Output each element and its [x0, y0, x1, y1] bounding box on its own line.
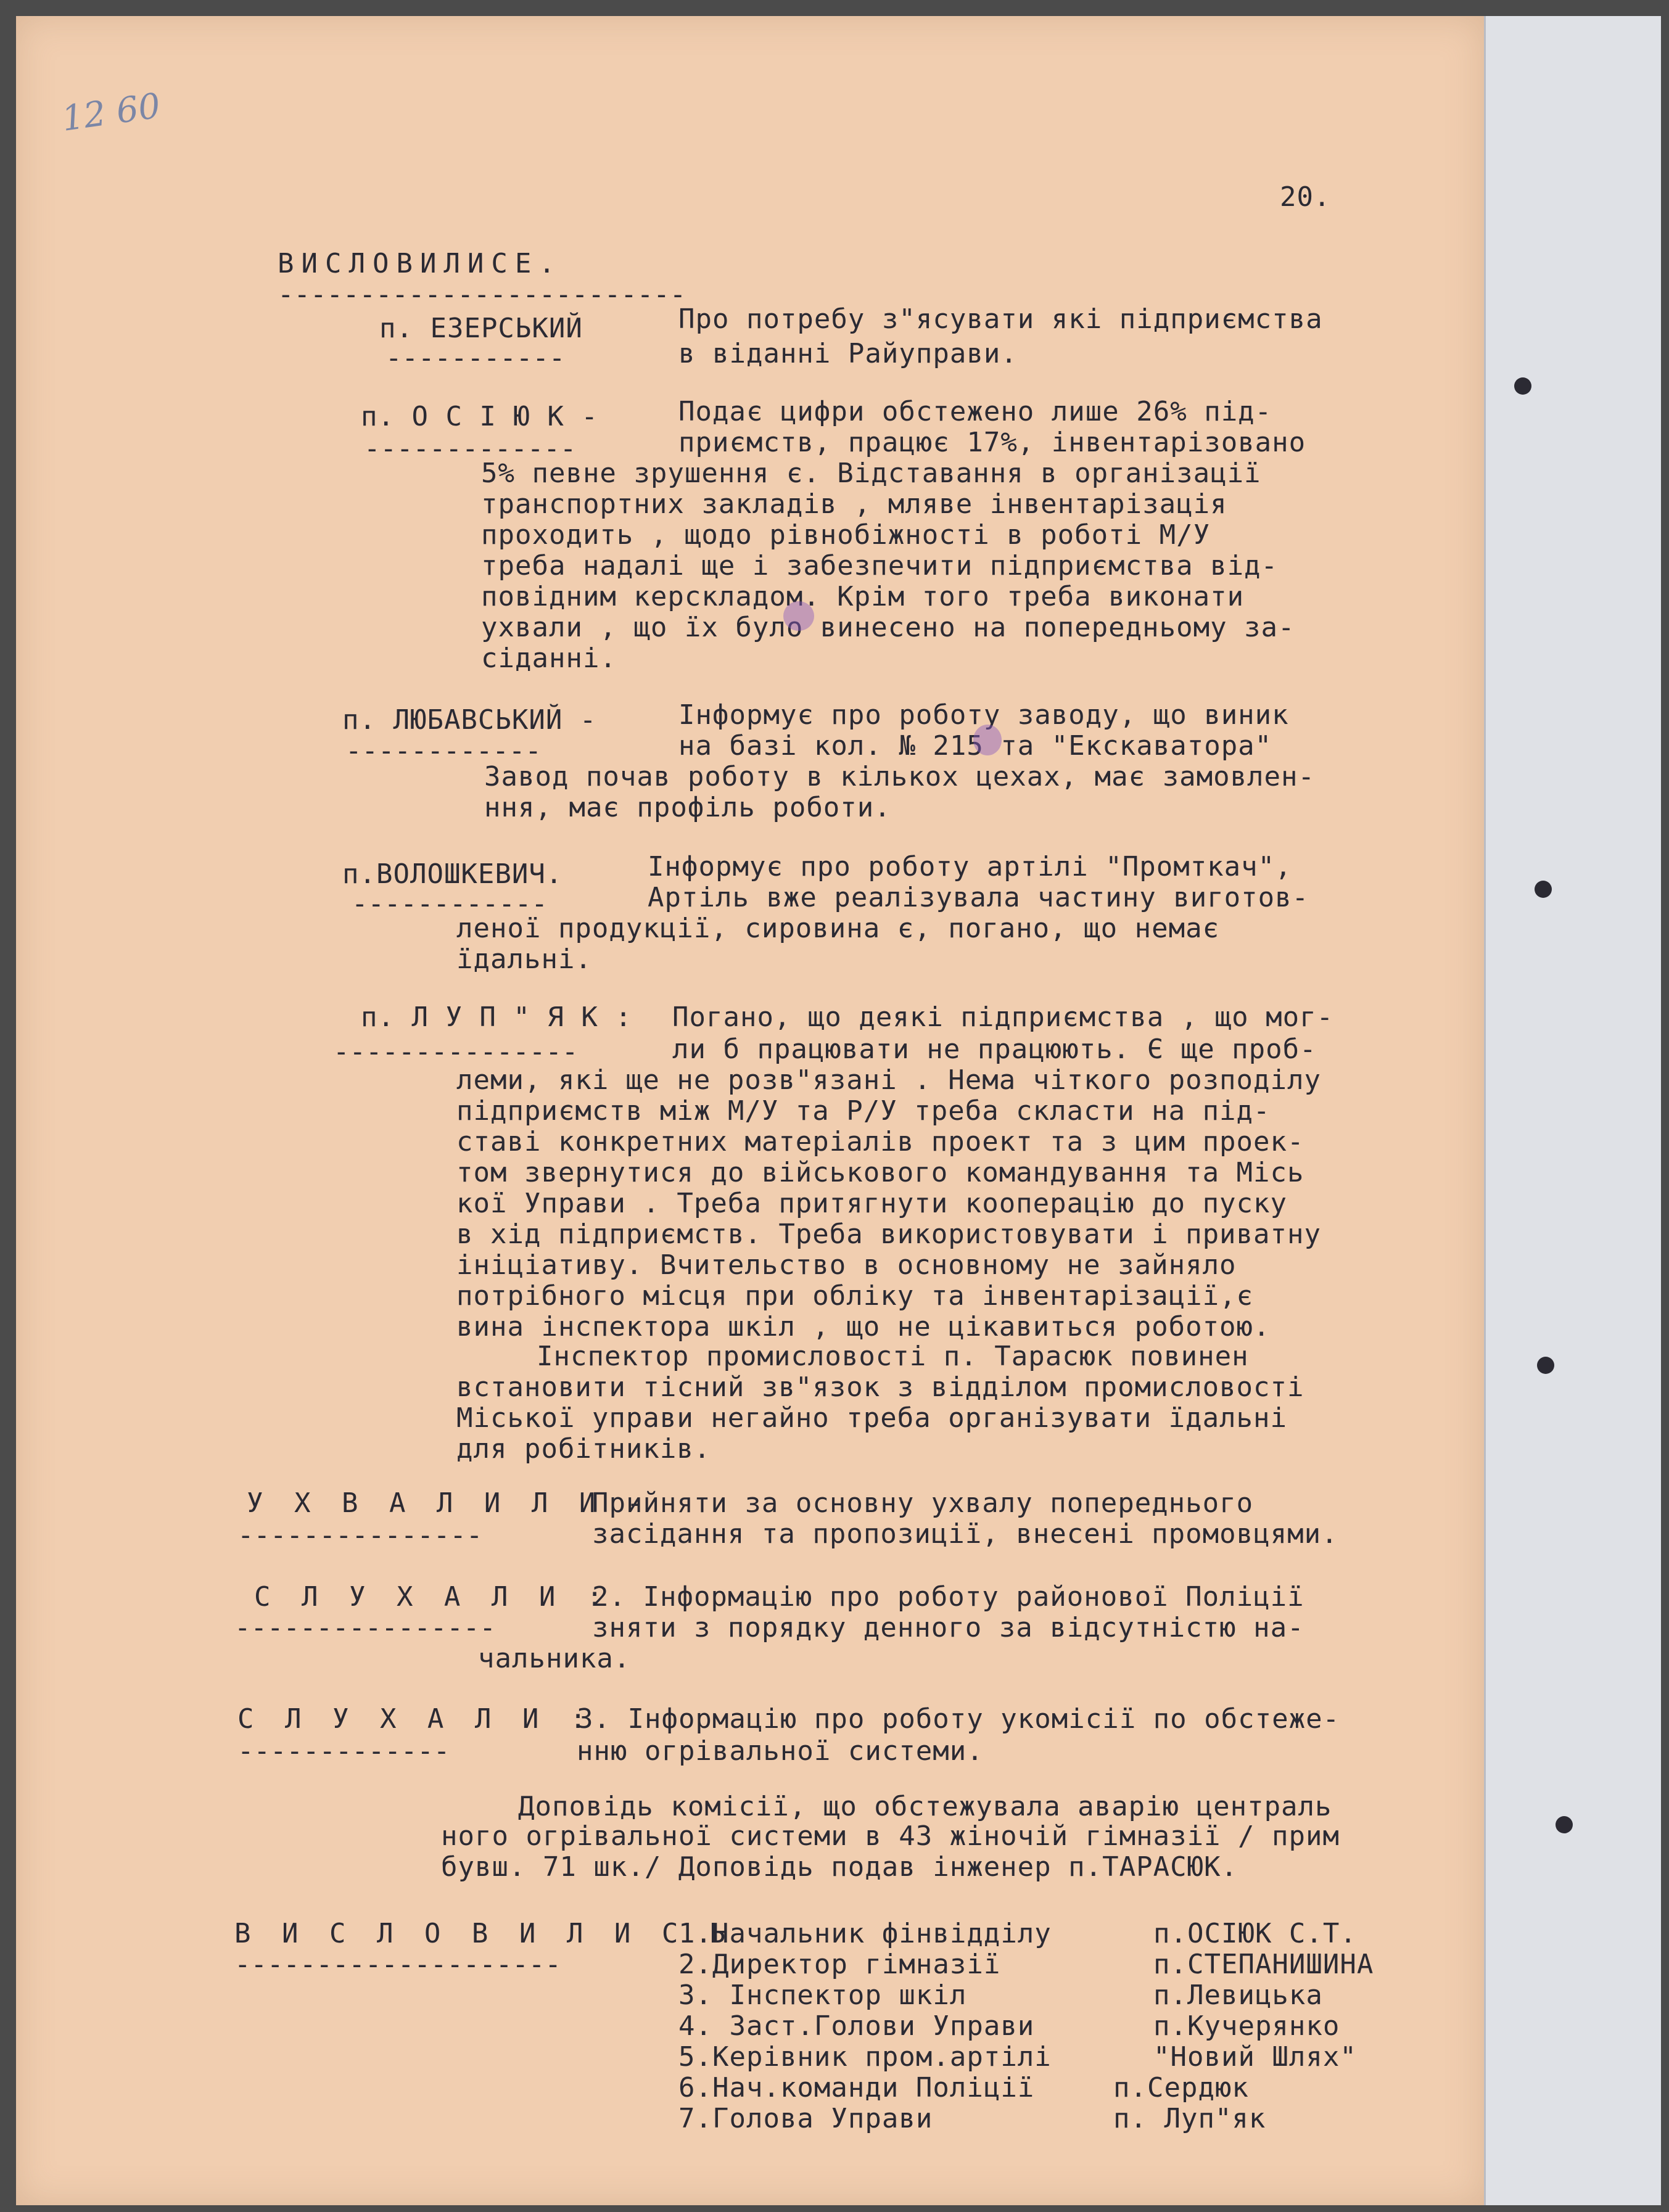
- speaker-name: п.СТЕПАНИШИНА: [1153, 1949, 1374, 1980]
- speaker-role: 5.Керівник пром.артілі: [678, 2041, 1052, 2073]
- report-line: бувш. 71 шк./ Доповідь подав інженер п.ТАРАСЮК.: [441, 1851, 1238, 1883]
- speaker-role: 2.Директор гімназії: [678, 1949, 1001, 1980]
- statement-line: транспортних закладів , мляве інвентарізація: [481, 488, 1227, 520]
- heading-underline: ---------------: [237, 1519, 483, 1551]
- page-number: 20.: [1280, 181, 1331, 213]
- speaker-underline: -------------: [364, 433, 577, 464]
- section-heading: С Л У Х А Л И :: [254, 1581, 611, 1613]
- speaker-name: п. ЕЗЕРСЬКИЙ: [379, 313, 583, 344]
- speaker-name: п. ЛЮБАВСЬКИЙ -: [342, 704, 597, 736]
- statement-line: 5% певне зрушення є. Відставання в організації: [481, 458, 1261, 489]
- statement-line: ініціативу. Вчительство в основному не зайняло: [456, 1249, 1237, 1281]
- statement-line: потрібного місця при обліку та інвентарізації,є: [456, 1280, 1254, 1312]
- statement-line: приємств, працює 17%, інвентарізовано: [678, 427, 1306, 458]
- speaker-underline: -----------: [385, 342, 566, 374]
- heading-underline: ----------------: [234, 1612, 496, 1643]
- statement-line: проходить , щодо рівнобіжності в роботі М/У: [481, 519, 1211, 551]
- statement-line: сіданні.: [481, 643, 617, 674]
- heading-underline: -------------------------: [278, 279, 686, 310]
- speaker-name: п.Сердюк: [1113, 2072, 1249, 2103]
- statement-line: повідним керскладом. Крім того треба виконати: [481, 581, 1245, 612]
- speaker-name: п. О С І Ю К -: [361, 401, 598, 432]
- statement-line: Подає цифри обстежено лише 26% під-: [678, 396, 1272, 427]
- speaker-underline: ---------------: [333, 1036, 579, 1067]
- statement-line: Інформує про роботу артілі "Промткач",: [648, 851, 1292, 882]
- speaker-name: п.ОСІЮК С.Т.: [1153, 1918, 1357, 1949]
- speaker-underline: ------------: [352, 888, 548, 919]
- statement-line: 2. Інформацію про роботу районової Поліції: [592, 1581, 1304, 1613]
- statement-line: ли б працювати не працюють. Є ще проб-: [672, 1034, 1317, 1065]
- margin-archive-note: 12 60: [59, 86, 163, 139]
- speaker-name: п. Луп"як: [1113, 2103, 1266, 2134]
- ink-stain: [783, 601, 814, 631]
- statement-line: ння, має профіль роботи.: [484, 792, 891, 823]
- statement-line: Про потребу з"ясувати які підприємства: [678, 303, 1323, 335]
- statement-line: на базі кол. № 215 та "Екскаватора": [678, 730, 1272, 762]
- heading-underline: --------------------: [234, 1949, 561, 1980]
- speaker-name: п. Л У П " Я К :: [361, 1001, 632, 1033]
- statement-line: Прийняти за основну ухвалу попереднього: [592, 1487, 1254, 1519]
- statement-line: нню огрівальної системи.: [577, 1735, 984, 1767]
- speaker-name: п.Кучерянко: [1153, 2010, 1340, 2042]
- punch-hole: [1537, 1357, 1554, 1374]
- section-heading: С Л У Х А Л И :: [237, 1703, 594, 1735]
- statement-line: Артіль вже реалізувала частину виготов-: [648, 882, 1309, 913]
- statement-line: треба надалі ще і забезпечити підприємства від-: [481, 550, 1279, 582]
- punch-hole: [1514, 377, 1531, 395]
- report-line: Доповідь комісії, що обстежувала аварію централь: [518, 1791, 1332, 1822]
- statement-line: в хід підприємств. Треба використовувати і приватну: [456, 1219, 1322, 1250]
- statement-line: том звернутися до військового командування та Місь: [456, 1157, 1304, 1188]
- punch-hole: [1535, 881, 1552, 898]
- statement-line: зняти з порядку денного за відсутністю на-: [592, 1612, 1304, 1643]
- statement-line: підприємств між М/У та Р/У треба скласти на під-: [456, 1095, 1271, 1127]
- statement-line: Завод почав роботу в кількох цехах, має замовлен-: [484, 761, 1316, 792]
- statement-line: Інформує про роботу заводу, що виник: [678, 699, 1289, 731]
- statement-line: кої Управи . Треба притягнути кооперацію до пуску: [456, 1188, 1288, 1219]
- heading-underline: -------------: [237, 1735, 450, 1767]
- tissue-interleaf: [1484, 16, 1661, 2205]
- section-heading: У Х В А Л И Л И -: [247, 1487, 651, 1519]
- statement-line: їдальні.: [456, 944, 592, 975]
- statement-line: в віданні Райуправи.: [678, 338, 1018, 369]
- punch-hole: [1556, 1816, 1573, 1833]
- statement-line: 3. Інформацію про роботу укомісії по обстеже-: [577, 1703, 1340, 1735]
- speaker-role: 1.Начальник фінвідділу: [678, 1918, 1052, 1949]
- statement-line: Погано, що деякі підприємства , що мог-: [672, 1001, 1334, 1033]
- ink-stain: [973, 725, 1002, 755]
- section-heading: ВИСЛОВИЛИСЕ.: [278, 248, 563, 279]
- speaker-role: 7.Голова Управи: [678, 2103, 933, 2134]
- statement-line: вина інспектора шкіл , що не цікавиться роботою.: [456, 1311, 1271, 1342]
- statement-line: ухвали , що їх було винесено на попередньому за-: [481, 612, 1295, 643]
- speaker-role: 6.Нач.команди Поліції: [678, 2072, 1035, 2103]
- statement-line: леної продукції, сировина є, погано, що немає: [456, 913, 1220, 944]
- statement-line: леми, які ще не розв"язані . Нема чіткого розподілу: [456, 1064, 1322, 1096]
- statement-line: для робітників.: [456, 1433, 711, 1465]
- speaker-name: "Новий Шлях": [1153, 2041, 1357, 2073]
- statement-line: встановити тісний зв"язок з відділом промисловості: [456, 1371, 1304, 1403]
- statement-line: Міської управи негайно треба організувати їдальні: [456, 1402, 1288, 1434]
- speaker-role: 4. Заст.Голови Управи: [678, 2010, 1035, 2042]
- speaker-name: п.Левицька: [1153, 1980, 1323, 2011]
- statement-line: ставі конкретних матеріалів проект та з цим проек-: [456, 1126, 1304, 1157]
- section-heading: В И С Л О В И Л И С Ь: [234, 1918, 733, 1949]
- speaker-underline: ------------: [345, 735, 542, 767]
- statement-line: чальника.: [478, 1643, 631, 1674]
- report-line: ного огрівальної системи в 43 жіночій гімназії / прим: [441, 1820, 1340, 1852]
- statement-line: засідання та пропозиції, внесені промовцями.: [592, 1518, 1338, 1550]
- speaker-role: 3. Інспектор шкіл: [678, 1980, 967, 2011]
- statement-line: Інспектор промисловості п. Тарасюк повинен: [537, 1341, 1249, 1372]
- speaker-name: п.ВОЛОШКЕВИЧ.: [342, 858, 563, 890]
